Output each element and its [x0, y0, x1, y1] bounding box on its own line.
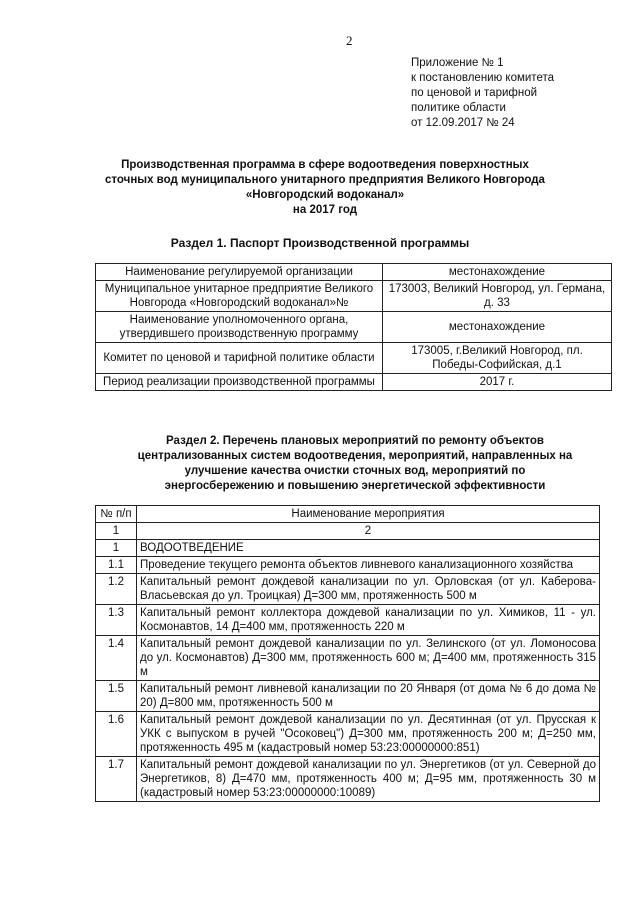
row-num: 1.6 — [96, 712, 137, 757]
row-num: 1.5 — [96, 681, 137, 712]
passport-label: Наименование уполномоченного органа, утвердившего производственную программу — [96, 312, 383, 343]
row-text: Капитальный ремонт дождевой канализации по ул. Десятинная (от ул. Прусская к УКК с выпуском в ручей "Осоковец") Д=300 мм, протяженность 200 м; Д=250 мм, протяженность 495 м (кадастровый номер 53:23:00000000:851) — [137, 712, 600, 757]
title-line: Производственная программа в сфере водоотведения поверхностных — [121, 159, 529, 171]
row-num: 1.3 — [96, 605, 137, 636]
passport-value: 173003, Великий Новгород, ул. Германа, д. 33 — [383, 281, 612, 312]
table-row — [96, 636, 600, 681]
table-row — [96, 574, 600, 605]
passport-label: Комитет по ценовой и тарифной политике области — [96, 343, 383, 374]
row-num: 1 — [96, 540, 137, 557]
row-num: 1.7 — [96, 757, 137, 802]
row-text: Капитальный ремонт дождевой канализации по ул. Орловская (от ул. Каберова-Власьевская до ул. Троицкая) Д=300 мм, протяженность 500 м — [137, 574, 600, 605]
header-name: Наименование мероприятия — [137, 506, 600, 523]
row-text: Капитальный ремонт коллектора дождевой канализации по ул. Химиков, 11 - ул. Космонавтов, 14 Д=400 мм, протяженность 220 м — [137, 605, 600, 636]
col-index: 2 — [137, 523, 600, 540]
passport-table — [95, 263, 612, 391]
row-text: ВОДООТВЕДЕНИЕ — [137, 540, 600, 557]
page-number: 2 — [346, 33, 353, 48]
section1-heading: Раздел 1. Паспорт Производственной программы — [170, 236, 470, 250]
table-row — [96, 681, 600, 712]
row-text: Капитальный ремонт дождевой канализации по ул. Зелинского (от ул. Ломоносова до ул. Космонавтов) Д=300 мм, протяженность 600 м; Д=400 мм, протяженность 315 м — [137, 636, 600, 681]
section2-heading — [95, 434, 615, 494]
passport-value: 173005, г.Великий Новгород, пл. Победы-Софийская, д.1 — [383, 343, 612, 374]
appendix-line: Приложение № 1 — [411, 57, 504, 69]
table-row — [96, 374, 612, 391]
table-row — [96, 605, 600, 636]
title-line: на 2017 год — [292, 204, 358, 216]
passport-value: местонахождение — [383, 312, 612, 343]
table-row — [96, 264, 612, 281]
passport-label: Период реализации производственной программы — [96, 374, 383, 391]
table-row — [96, 281, 612, 312]
appendix-line: политике области — [411, 102, 506, 114]
appendix-line: по ценовой и тарифной — [411, 87, 538, 99]
heading-line: улучшение качества очистки сточных вод, мероприятий по — [184, 465, 526, 477]
row-num: 1.4 — [96, 636, 137, 681]
passport-label: Муниципальное унитарное предприятие Великого Новгорода «Новгородский водоканал»№ — [96, 281, 383, 312]
table-row — [96, 343, 612, 374]
row-num: 1.2 — [96, 574, 137, 605]
table-row — [96, 540, 600, 557]
appendix-block — [411, 56, 554, 131]
passport-value: местонахождение — [383, 264, 612, 281]
table-row — [96, 757, 600, 802]
passport-value: 2017 г. — [383, 374, 612, 391]
passport-label: Наименование регулируемой организации — [96, 264, 383, 281]
row-text: Капитальный ремонт дождевой канализации по ул. Энергетиков (от ул. Северной до Энергетиков, 8) Д=470 мм, протяженность 400 м; Д=95 мм, протяженность 30 м (кадастровый номер 53:23:00000000:10089) — [137, 757, 600, 802]
heading-line: централизованных систем водоотведения, мероприятий, направленных на — [137, 450, 573, 462]
title-line: «Новгородский водоканал» — [245, 189, 405, 201]
appendix-line: к постановлению комитета — [411, 72, 554, 84]
measures-table — [95, 505, 600, 802]
document-title — [70, 158, 580, 218]
heading-line: энергосбережению и повышению энергетической эффективности — [164, 480, 546, 492]
title-line: сточных вод муниципального унитарного предприятия Великого Новгорода — [105, 174, 545, 186]
heading-line: Раздел 2. Перечень плановых мероприятий по ремонту объектов — [166, 435, 544, 447]
table-row — [96, 312, 612, 343]
table-header-row — [96, 506, 600, 523]
table-index-row — [96, 523, 600, 540]
row-num: 1.1 — [96, 557, 137, 574]
appendix-line: от 12.09.2017 № 24 — [411, 117, 515, 129]
table-row — [96, 712, 600, 757]
table-row — [96, 557, 600, 574]
col-index: 1 — [96, 523, 137, 540]
row-text: Проведение текущего ремонта объектов ливневого канализационного хозяйства — [137, 557, 600, 574]
header-num: № п/п — [96, 506, 137, 523]
row-text: Капитальный ремонт ливневой канализации по 20 Января (от дома № 6 до дома № 20) Д=800 мм, протяженность 500 м — [137, 681, 600, 712]
